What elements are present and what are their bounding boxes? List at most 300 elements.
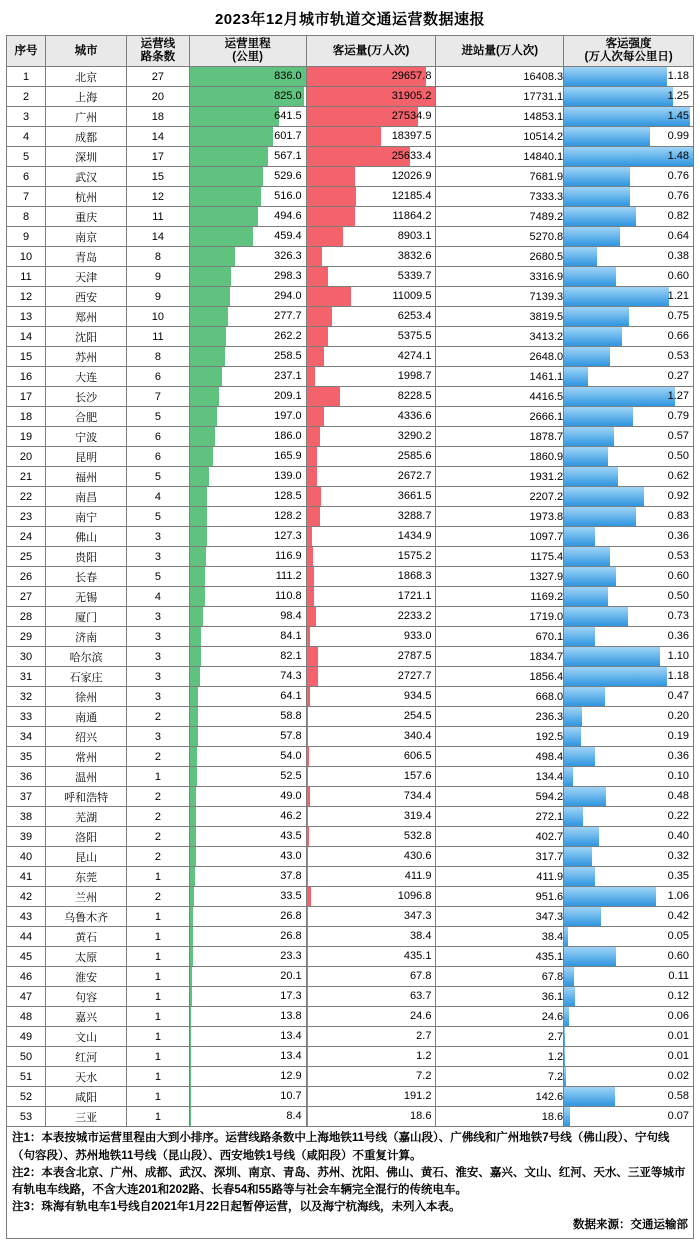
cell-intensity [564, 867, 694, 887]
cell-volume [306, 347, 436, 367]
cell-intensity [564, 207, 694, 227]
cell-volume-value: 4274.1 [397, 350, 432, 363]
cell-lines: 4 [127, 587, 189, 607]
cell-index: 13 [7, 307, 46, 327]
cell-index: 52 [7, 1087, 46, 1107]
table-row [7, 827, 694, 847]
cell-entries: 1327.9 [436, 567, 564, 587]
cell-index: 36 [7, 767, 46, 787]
cell-intensity-value: 0.20 [667, 710, 689, 723]
table-row [7, 587, 694, 607]
cell-intensity [564, 667, 694, 687]
cell-entries: 7139.3 [436, 287, 564, 307]
cell-volume-value: 1434.9 [397, 530, 432, 543]
cell-entries: 16408.3 [436, 67, 564, 87]
cell-index: 44 [7, 927, 46, 947]
cell-km [189, 1027, 306, 1047]
cell-intensity-value: 0.42 [667, 910, 689, 923]
cell-city: 宁波 [46, 427, 127, 447]
cell-km-value: 298.3 [274, 270, 302, 283]
cell-lines: 15 [127, 167, 189, 187]
cell-index: 6 [7, 167, 46, 187]
cell-volume-value: 2233.2 [397, 610, 432, 623]
cell-intensity-value: 0.38 [667, 250, 689, 263]
cell-intensity-value: 0.01 [667, 1030, 689, 1043]
cell-intensity [564, 1027, 694, 1047]
cell-index: 21 [7, 467, 46, 487]
cell-entries: 1834.7 [436, 647, 564, 667]
cell-lines: 1 [127, 967, 189, 987]
cell-volume [306, 627, 436, 647]
cell-km [189, 467, 306, 487]
cell-lines: 5 [127, 567, 189, 587]
cell-lines: 6 [127, 427, 189, 447]
table-row [7, 647, 694, 667]
cell-city: 昆山 [46, 847, 127, 867]
cell-lines: 2 [127, 847, 189, 867]
cell-km [189, 387, 306, 407]
cell-km-value: 74.3 [280, 670, 302, 683]
cell-intensity-value: 1.45 [667, 110, 689, 123]
cell-intensity [564, 627, 694, 647]
cell-intensity-value: 0.83 [667, 510, 689, 523]
cell-lines: 1 [127, 1087, 189, 1107]
cell-km [189, 627, 306, 647]
column-header-city: 城市 [46, 36, 127, 67]
cell-entries: 3413.2 [436, 327, 564, 347]
cell-index: 17 [7, 387, 46, 407]
cell-index: 25 [7, 547, 46, 567]
cell-city: 东莞 [46, 867, 127, 887]
cell-volume [306, 867, 436, 887]
cell-intensity-value: 0.73 [667, 610, 689, 623]
cell-entries: 1860.9 [436, 447, 564, 467]
cell-volume [306, 407, 436, 427]
cell-entries: 24.6 [436, 1007, 564, 1027]
table-row [7, 327, 694, 347]
cell-intensity-value: 0.11 [668, 970, 689, 983]
note-1: 注1：本表按城市运营里程由大到小排序。运营线路条数中上海地铁11号线（嘉山段）、广佛线和广州地铁7号线（佛山段）、宁句线（句容段）、苏州地铁11号线（昆山段）、西安地铁1号线（咸阳段）不重复计算。 [12, 1132, 670, 1162]
cell-km-value: 567.1 [274, 150, 302, 163]
cell-intensity-value: 1.10 [667, 650, 689, 663]
cell-intensity-value: 0.05 [667, 930, 689, 943]
cell-index: 1 [7, 67, 46, 87]
table-row [7, 627, 694, 647]
cell-entries: 38.4 [436, 927, 564, 947]
cell-volume [306, 87, 436, 107]
cell-city: 苏州 [46, 347, 127, 367]
cell-city: 徐州 [46, 687, 127, 707]
cell-km-value: 57.8 [280, 730, 302, 743]
cell-km-value: 116.9 [274, 550, 302, 563]
cell-intensity-value: 0.75 [667, 310, 689, 323]
cell-volume [306, 487, 436, 507]
cell-volume-value: 7.2 [416, 1070, 432, 1083]
table-row [7, 947, 694, 967]
cell-volume [306, 187, 436, 207]
cell-intensity [564, 247, 694, 267]
cell-volume [306, 667, 436, 687]
cell-km [189, 727, 306, 747]
cell-lines: 1 [127, 927, 189, 947]
cell-km [189, 767, 306, 787]
cell-city: 石家庄 [46, 667, 127, 687]
cell-index: 26 [7, 567, 46, 587]
cell-city: 太原 [46, 947, 127, 967]
cell-volume [306, 227, 436, 247]
cell-entries: 18.6 [436, 1107, 564, 1127]
cell-index: 19 [7, 427, 46, 447]
cell-volume-value: 734.4 [403, 790, 432, 803]
cell-km-value: 825.0 [274, 90, 302, 103]
table-row [7, 807, 694, 827]
cell-volume [306, 747, 436, 767]
cell-volume [306, 1087, 436, 1107]
cell-intensity-value: 0.60 [667, 570, 689, 583]
cell-volume [306, 647, 436, 667]
cell-volume [306, 827, 436, 847]
cell-intensity-value: 0.92 [667, 490, 689, 503]
table-row [7, 847, 694, 867]
cell-city: 昆明 [46, 447, 127, 467]
cell-city: 北京 [46, 67, 127, 87]
cell-volume-value: 8228.5 [397, 390, 432, 403]
cell-city: 广州 [46, 107, 127, 127]
table-row [7, 867, 694, 887]
table-row [7, 767, 694, 787]
cell-intensity-value: 0.27 [667, 370, 689, 383]
cell-volume [306, 607, 436, 627]
table-row [7, 307, 694, 327]
cell-intensity-value: 0.40 [667, 830, 689, 843]
cell-km-value: 326.3 [274, 250, 302, 263]
cell-km [189, 1107, 306, 1127]
note-3: 注3：珠海有轨电车1号线自2021年1月22日起暂停运营，以及海宁杭海线，未列入本表。 [12, 1201, 461, 1214]
cell-lines: 14 [127, 227, 189, 247]
cell-index: 12 [7, 287, 46, 307]
table-row [7, 507, 694, 527]
cell-volume-value: 411.9 [404, 870, 432, 883]
cell-volume [306, 127, 436, 147]
cell-lines: 2 [127, 747, 189, 767]
cell-intensity-value: 0.82 [667, 210, 689, 223]
cell-intensity [564, 587, 694, 607]
cell-lines: 1 [127, 867, 189, 887]
cell-km [189, 647, 306, 667]
cell-intensity-value: 1.18 [667, 670, 689, 683]
cell-volume [306, 787, 436, 807]
cell-volume-value: 2.7 [416, 1030, 432, 1043]
cell-km [189, 167, 306, 187]
cell-volume-value: 3832.6 [397, 250, 432, 263]
cell-km-value: 110.8 [274, 590, 302, 603]
cell-intensity-value: 0.47 [667, 690, 689, 703]
cell-city: 哈尔滨 [46, 647, 127, 667]
cell-volume-value: 24.6 [410, 1010, 432, 1023]
cell-lines: 9 [127, 267, 189, 287]
cell-intensity [564, 507, 694, 527]
cell-km-value: 139.0 [274, 470, 302, 483]
cell-km-value: 12.9 [280, 1070, 302, 1083]
cell-km-value: 10.7 [280, 1090, 302, 1103]
cell-intensity-value: 0.76 [667, 170, 689, 183]
cell-km-value: 58.8 [280, 710, 302, 723]
column-header-lines-line2: 路条数 [140, 51, 176, 64]
cell-city: 青岛 [46, 247, 127, 267]
cell-index: 31 [7, 667, 46, 687]
cell-volume-value: 8903.1 [397, 230, 432, 243]
cell-km-value: 516.0 [274, 190, 302, 203]
cell-km [189, 987, 306, 1007]
cell-entries: 1856.4 [436, 667, 564, 687]
cell-entries: 14853.1 [436, 107, 564, 127]
cell-km-value: 237.1 [274, 370, 302, 383]
table-row [7, 67, 694, 87]
cell-index: 5 [7, 147, 46, 167]
cell-volume-value: 606.5 [403, 750, 432, 763]
cell-km-value: 54.0 [280, 750, 302, 763]
cell-intensity [564, 967, 694, 987]
cell-lines: 8 [127, 247, 189, 267]
cell-km [189, 567, 306, 587]
cell-km-value: 33.5 [280, 890, 302, 903]
column-header-km-line1: 运营里程 [224, 38, 271, 50]
cell-city: 成都 [46, 127, 127, 147]
cell-km-value: 26.8 [280, 930, 302, 943]
cell-entries: 1169.2 [436, 587, 564, 607]
column-header-volume: 客运量(万人次) [306, 36, 436, 67]
cell-index: 11 [7, 267, 46, 287]
cell-km-value: 262.2 [274, 330, 302, 343]
table-row [7, 467, 694, 487]
cell-km [189, 1047, 306, 1067]
cell-index: 40 [7, 847, 46, 867]
cell-km-value: 601.7 [274, 130, 302, 143]
cell-intensity [564, 547, 694, 567]
cell-intensity [564, 67, 694, 87]
cell-intensity-value: 0.22 [667, 810, 689, 823]
cell-entries: 5270.8 [436, 227, 564, 247]
cell-lines: 18 [127, 107, 189, 127]
cell-entries: 411.9 [436, 867, 564, 887]
cell-km-value: 836.0 [274, 70, 302, 83]
cell-km-value: 43.0 [280, 850, 302, 863]
cell-city: 温州 [46, 767, 127, 787]
cell-km-value: 128.5 [274, 490, 302, 503]
table-row [7, 1007, 694, 1027]
cell-intensity-value: 1.18 [667, 70, 689, 83]
cell-volume [306, 547, 436, 567]
cell-intensity [564, 647, 694, 667]
table-row [7, 387, 694, 407]
cell-intensity [564, 1087, 694, 1107]
cell-city: 绍兴 [46, 727, 127, 747]
cell-km-value: 46.2 [280, 810, 302, 823]
cell-km [189, 707, 306, 727]
cell-city: 佛山 [46, 527, 127, 547]
cell-volume [306, 687, 436, 707]
cell-km-value: 43.5 [280, 830, 302, 843]
cell-km-value: 258.5 [274, 350, 302, 363]
cell-volume-value: 1998.7 [397, 370, 432, 383]
cell-lines: 1 [127, 947, 189, 967]
cell-volume-value: 1.2 [416, 1050, 432, 1063]
cell-intensity-value: 0.01 [667, 1050, 689, 1063]
cell-lines: 1 [127, 987, 189, 1007]
cell-index: 16 [7, 367, 46, 387]
table-row [7, 1067, 694, 1087]
cell-entries: 670.1 [436, 627, 564, 647]
cell-intensity [564, 167, 694, 187]
cell-volume-value: 2787.5 [397, 650, 432, 663]
cell-city: 重庆 [46, 207, 127, 227]
cell-intensity [564, 487, 694, 507]
cell-intensity-value: 0.64 [667, 230, 689, 243]
cell-entries: 192.5 [436, 727, 564, 747]
cell-lines: 6 [127, 367, 189, 387]
cell-index: 45 [7, 947, 46, 967]
metro-data-table [6, 35, 694, 1127]
cell-km [189, 367, 306, 387]
cell-km [189, 927, 306, 947]
cell-intensity-value: 0.58 [667, 1090, 689, 1103]
cell-intensity [564, 727, 694, 747]
cell-intensity [564, 767, 694, 787]
cell-city: 嘉兴 [46, 1007, 127, 1027]
cell-index: 42 [7, 887, 46, 907]
cell-volume-value: 347.3 [403, 910, 432, 923]
cell-km [189, 187, 306, 207]
cell-intensity-value: 0.53 [667, 550, 689, 563]
cell-km [189, 807, 306, 827]
cell-index: 49 [7, 1027, 46, 1047]
cell-entries: 7489.2 [436, 207, 564, 227]
cell-km [189, 787, 306, 807]
table-row [7, 487, 694, 507]
cell-km [189, 507, 306, 527]
column-header-intensity-line2: (万人次每公里日) [584, 51, 673, 64]
cell-volume-value: 25633.4 [391, 150, 432, 163]
cell-intensity-value: 0.19 [667, 730, 689, 743]
cell-volume [306, 987, 436, 1007]
table-row [7, 367, 694, 387]
cell-index: 23 [7, 507, 46, 527]
cell-index: 8 [7, 207, 46, 227]
cell-volume-value: 63.7 [410, 990, 432, 1003]
cell-km [189, 607, 306, 627]
cell-index: 51 [7, 1067, 46, 1087]
cell-intensity [564, 527, 694, 547]
cell-volume-value: 191.2 [403, 1090, 432, 1103]
cell-entries: 1175.4 [436, 547, 564, 567]
cell-entries: 1878.7 [436, 427, 564, 447]
cell-entries: 2648.0 [436, 347, 564, 367]
cell-intensity [564, 947, 694, 967]
cell-volume-value: 934.5 [403, 690, 432, 703]
cell-city: 武汉 [46, 167, 127, 187]
header-row [7, 36, 694, 67]
cell-entries: 67.8 [436, 967, 564, 987]
cell-intensity [564, 147, 694, 167]
cell-intensity [564, 687, 694, 707]
cell-intensity [564, 427, 694, 447]
cell-km [189, 347, 306, 367]
cell-intensity [564, 807, 694, 827]
cell-km-value: 49.0 [280, 790, 302, 803]
cell-lines: 3 [127, 527, 189, 547]
cell-intensity [564, 467, 694, 487]
cell-volume-value: 532.8 [403, 830, 432, 843]
cell-index: 3 [7, 107, 46, 127]
cell-city: 南京 [46, 227, 127, 247]
cell-intensity [564, 787, 694, 807]
cell-volume [306, 927, 436, 947]
cell-volume [306, 527, 436, 547]
cell-index: 4 [7, 127, 46, 147]
cell-km [189, 327, 306, 347]
cell-volume [306, 247, 436, 267]
cell-km-value: 127.3 [274, 530, 302, 543]
cell-volume-value: 12185.4 [391, 190, 432, 203]
cell-lines: 2 [127, 807, 189, 827]
cell-lines: 3 [127, 667, 189, 687]
cell-volume-value: 157.6 [403, 770, 432, 783]
cell-city: 厦门 [46, 607, 127, 627]
cell-entries: 4416.5 [436, 387, 564, 407]
cell-km-value: 494.6 [274, 210, 302, 223]
cell-km [189, 667, 306, 687]
cell-lines: 12 [127, 187, 189, 207]
cell-intensity-value: 0.50 [667, 450, 689, 463]
cell-volume [306, 287, 436, 307]
cell-index: 46 [7, 967, 46, 987]
cell-km-value: 98.4 [280, 610, 302, 623]
cell-index: 14 [7, 327, 46, 347]
cell-intensity-value: 0.79 [667, 410, 689, 423]
cell-km [189, 207, 306, 227]
cell-volume-value: 1721.1 [397, 590, 432, 603]
cell-km [189, 867, 306, 887]
table-row [7, 407, 694, 427]
cell-index: 53 [7, 1107, 46, 1127]
cell-city: 文山 [46, 1027, 127, 1047]
cell-entries: 2.7 [436, 1027, 564, 1047]
cell-intensity-value: 0.48 [667, 790, 689, 803]
cell-index: 22 [7, 487, 46, 507]
cell-km [189, 527, 306, 547]
cell-volume [306, 307, 436, 327]
cell-city: 黄石 [46, 927, 127, 947]
cell-intensity [564, 827, 694, 847]
cell-volume-value: 1096.8 [397, 890, 432, 903]
cell-entries: 1461.1 [436, 367, 564, 387]
cell-entries: 2666.1 [436, 407, 564, 427]
cell-entries: 3316.9 [436, 267, 564, 287]
table-row [7, 267, 694, 287]
cell-entries: 2680.5 [436, 247, 564, 267]
cell-km-value: 20.1 [280, 970, 302, 983]
cell-lines: 1 [127, 907, 189, 927]
table-row [7, 707, 694, 727]
cell-volume [306, 1107, 436, 1127]
cell-entries: 498.4 [436, 747, 564, 767]
cell-km [189, 687, 306, 707]
cell-index: 20 [7, 447, 46, 467]
cell-km-value: 186.0 [274, 430, 302, 443]
table-row [7, 527, 694, 547]
cell-lines: 3 [127, 627, 189, 647]
cell-lines: 8 [127, 347, 189, 367]
